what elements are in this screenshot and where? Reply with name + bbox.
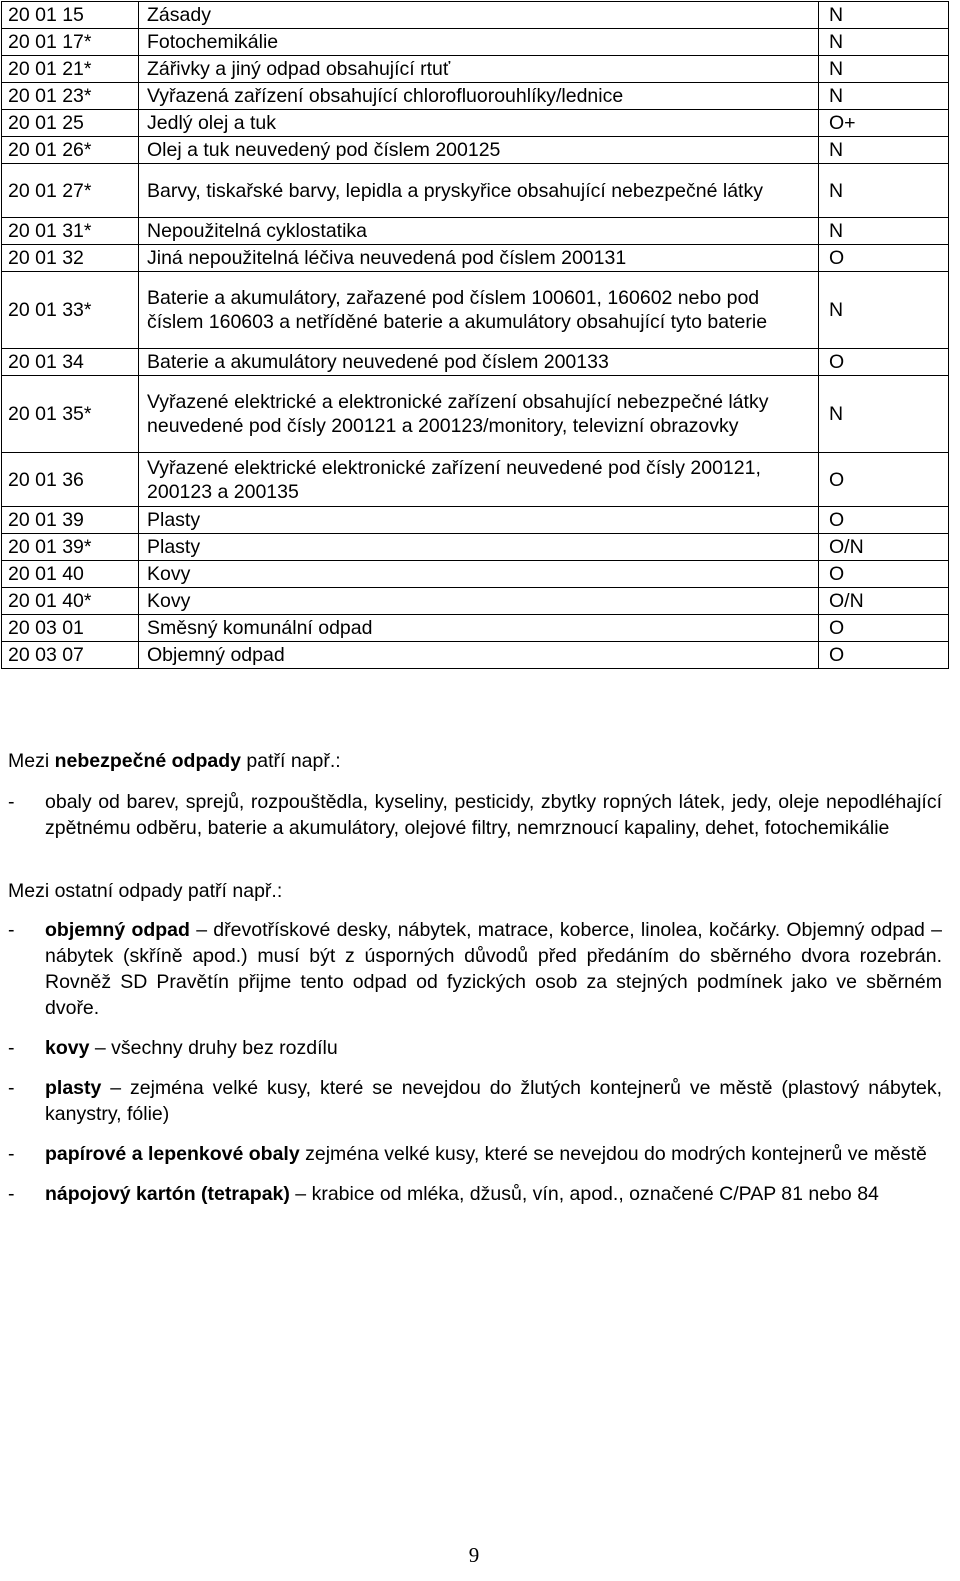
waste-category: N [819, 2, 949, 29]
waste-category: N [819, 272, 949, 349]
waste-description: Jedlý olej a tuk [139, 110, 819, 137]
table-row [2, 218, 949, 245]
waste-code: 20 01 17* [2, 29, 139, 56]
table-row [2, 615, 949, 642]
waste-description: Kovy [139, 588, 819, 615]
list-item-bold: papírové a lepenkové obaly [45, 1143, 300, 1165]
list-item-bold: kovy [45, 1037, 90, 1059]
waste-code: 20 01 23* [2, 83, 139, 110]
waste-description: Objemný odpad [139, 642, 819, 669]
waste-category: O/N [819, 588, 949, 615]
table-row [2, 507, 949, 534]
list-item [8, 789, 942, 841]
waste-category: O/N [819, 534, 949, 561]
waste-category: N [819, 137, 949, 164]
waste-category: N [819, 164, 949, 218]
waste-code: 20 01 35* [2, 376, 139, 453]
waste-description: Olej a tuk neuvedený pod číslem 200125 [139, 137, 819, 164]
waste-category: O [819, 507, 949, 534]
other-waste-heading: Mezi ostatní odpady patří např.: [8, 880, 283, 902]
bullet-dash: - [8, 791, 15, 813]
waste-category: N [819, 376, 949, 453]
list-item [8, 1075, 942, 1127]
waste-description: Plasty [139, 507, 819, 534]
waste-category: N [819, 29, 949, 56]
waste-category: O [819, 615, 949, 642]
waste-code: 20 01 25 [2, 110, 139, 137]
waste-description: Vyřazené elektrické a elektronické zařízení obsahující nebezpečné látky neuvedené pod čísly 200121 a 200123/monitory, televizní obrazovky [139, 376, 819, 453]
list-item-text: – zejména velké kusy, které se nevejdou do žlutých kontejnerů ve městě (plastový nábytek, kanystry, fólie) [45, 1077, 942, 1125]
waste-description: Barvy, tiskařské barvy, lepidla a pryskyřice obsahující nebezpečné látky [139, 164, 819, 218]
list-item [8, 1035, 942, 1061]
waste-category: O [819, 642, 949, 669]
table-row [2, 534, 949, 561]
waste-code: 20 01 40* [2, 588, 139, 615]
table-row [2, 110, 949, 137]
waste-code: 20 01 33* [2, 272, 139, 349]
hazardous-heading-bold: nebezpečné odpady [54, 750, 241, 772]
table-row [2, 164, 949, 218]
waste-code: 20 01 31* [2, 218, 139, 245]
table-row [2, 642, 949, 669]
waste-code: 20 01 26* [2, 137, 139, 164]
bullet-dash: - [8, 1143, 15, 1165]
waste-description: Baterie a akumulátory, zařazené pod číslem 100601, 160602 nebo pod číslem 160603 a netříděné baterie a akumulátory obsahující tyto baterie [139, 272, 819, 349]
list-item-text: – dřevotřískové desky, nábytek, matrace, koberce, linolea, kočárky. Objemný odpad – nábytek (skříně apod.) musí být z úsporných důvodů před předáním do sběrného dvora rozebrán. Rovněž SD Pravětín přijme tento odpad od fyzických osob za stejných podmínek jako ve sběrném dvoře. [45, 919, 942, 1019]
list-item-text: zejména velké kusy, které se nevejdou do modrých kontejnerů ve městě [299, 1143, 927, 1165]
list-item [8, 917, 942, 1021]
list-item-text: obaly od barev, sprejů, rozpouštědla, kyseliny, pesticidy, zbytky ropných látek, jedy, oleje nepodléhající zpětnému odběru, baterie a akumulátory, olejové filtry, nemrznoucí kapaliny, dehet, fotochemikálie [45, 791, 942, 839]
table-row [2, 2, 949, 29]
waste-catalogue-table [1, 1, 949, 669]
bullet-dash: - [8, 919, 15, 941]
waste-code: 20 01 40 [2, 561, 139, 588]
waste-code: 20 03 01 [2, 615, 139, 642]
waste-category: N [819, 83, 949, 110]
waste-code: 20 01 27* [2, 164, 139, 218]
list-item-text: – všechny druhy bez rozdílu [89, 1037, 338, 1059]
bullet-dash: - [8, 1037, 15, 1059]
waste-category: O+ [819, 110, 949, 137]
bullet-dash: - [8, 1077, 15, 1099]
list-item-text: – krabice od mléka, džusů, vín, apod., označené C/PAP 81 nebo 84 [289, 1183, 879, 1205]
waste-code: 20 01 36 [2, 453, 139, 507]
waste-code: 20 01 34 [2, 349, 139, 376]
waste-category: O [819, 349, 949, 376]
table-row [2, 588, 949, 615]
table-row [2, 83, 949, 110]
waste-category: N [819, 218, 949, 245]
waste-description: Vyřazené elektrické elektronické zařízení neuvedené pod čísly 200121, 200123 a 200135 [139, 453, 819, 507]
hazardous-waste-list [8, 789, 942, 855]
waste-description: Baterie a akumulátory neuvedené pod číslem 200133 [139, 349, 819, 376]
waste-code: 20 01 21* [2, 56, 139, 83]
waste-code: 20 01 39* [2, 534, 139, 561]
list-item [8, 1181, 942, 1207]
bullet-dash: - [8, 1183, 15, 1205]
waste-description: Plasty [139, 534, 819, 561]
waste-code: 20 01 15 [2, 2, 139, 29]
table-row [2, 272, 949, 349]
table-row [2, 56, 949, 83]
waste-category: N [819, 56, 949, 83]
other-waste-list [8, 917, 942, 1221]
waste-description: Fotochemikálie [139, 29, 819, 56]
waste-description: Jiná nepoužitelná léčiva neuvedená pod číslem 200131 [139, 245, 819, 272]
table-row [2, 245, 949, 272]
waste-category: O [819, 561, 949, 588]
waste-description: Směsný komunální odpad [139, 615, 819, 642]
waste-description: Zásady [139, 2, 819, 29]
waste-description: Zářivky a jiný odpad obsahující rtuť [139, 56, 819, 83]
table-row [2, 29, 949, 56]
hazardous-heading-prefix: Mezi [8, 750, 55, 772]
waste-category: O [819, 453, 949, 507]
waste-description: Nepoužitelná cyklostatika [139, 218, 819, 245]
list-item-bold: nápojový kartón (tetrapak) [45, 1183, 290, 1205]
page-number: 9 [468, 1543, 480, 1567]
waste-description: Kovy [139, 561, 819, 588]
waste-description: Vyřazená zařízení obsahující chlorofluorouhlíky/lednice [139, 83, 819, 110]
table-row [2, 137, 949, 164]
table-row [2, 376, 949, 453]
waste-code: 20 03 07 [2, 642, 139, 669]
list-item-bold: plasty [45, 1077, 102, 1099]
waste-code: 20 01 32 [2, 245, 139, 272]
hazardous-heading-suffix: patří např.: [240, 750, 341, 772]
list-item [8, 1141, 942, 1167]
list-item-bold: objemný odpad [45, 919, 190, 941]
hazardous-waste-heading [8, 748, 942, 774]
table-row [2, 453, 949, 507]
table-row [2, 561, 949, 588]
waste-category: O [819, 245, 949, 272]
table-row [2, 349, 949, 376]
waste-code: 20 01 39 [2, 507, 139, 534]
